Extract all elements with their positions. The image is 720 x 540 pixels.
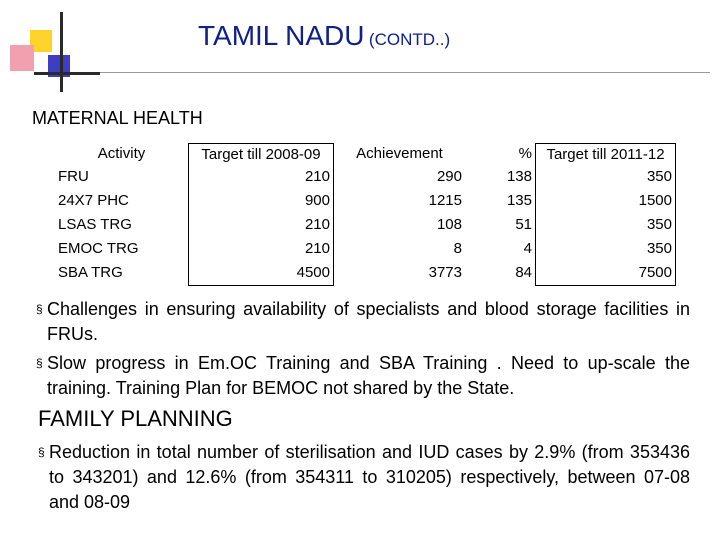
slide-title <box>198 20 450 52</box>
cell-percent: 4 <box>523 240 532 257</box>
table-row <box>55 189 676 213</box>
maternal-health-heading: MATERNAL HEALTH <box>32 108 203 128</box>
cell-activity: 24X7 PHC <box>58 192 129 209</box>
cell-target-2011-12: 350 <box>536 165 676 189</box>
title-sub: (CONTD..) <box>368 30 451 49</box>
cell-target-2011-12: 350 <box>536 213 676 237</box>
list-item <box>36 297 690 347</box>
cell-target-2011-12: 350 <box>536 237 676 261</box>
cell-target-2011-12: 1500 <box>536 189 676 213</box>
bullet-marker-icon: § <box>36 302 43 316</box>
cell-target: 210 <box>189 165 334 189</box>
table-row <box>55 237 676 261</box>
bullet-marker-icon: § <box>36 356 43 370</box>
maternal-health-table <box>55 143 676 286</box>
table-row <box>55 213 676 237</box>
title-divider <box>100 72 710 73</box>
logo-pink-square <box>10 45 34 71</box>
list-item <box>38 440 690 515</box>
column-header-percent: % <box>518 145 532 163</box>
title-main: TAMIL NADU <box>198 20 365 51</box>
family-planning-heading: FAMILY PLANNING <box>38 406 233 431</box>
family-planning-bullet-list <box>38 440 690 515</box>
cell-percent: 84 <box>515 264 532 282</box>
cell-achievement: 3773 <box>428 264 462 282</box>
cell-achievement: 1215 <box>428 192 462 209</box>
column-header-target-2008-09: Target till 2008-09 <box>189 144 334 166</box>
cell-target: 210 <box>189 213 334 237</box>
table-row <box>55 165 676 189</box>
cell-percent: 138 <box>506 168 532 185</box>
column-header-target-2011-12: Target till 2011-12 <box>536 144 676 166</box>
cell-percent: 51 <box>515 216 532 233</box>
cell-target-2011-12: 7500 <box>536 261 676 286</box>
cell-target: 900 <box>189 189 334 213</box>
cell-achievement: 290 <box>436 168 462 185</box>
cell-activity: EMOC TRG <box>58 240 139 257</box>
cell-target: 4500 <box>189 261 334 286</box>
column-header-achievement: Achievement <box>356 145 443 163</box>
logo-horizontal-line <box>34 72 100 75</box>
table-row <box>55 261 676 286</box>
bullet-marker-icon: § <box>38 445 45 459</box>
bullet-text: Reduction in total number of sterilisation and IUD cases by 2.9% (from 353436 to 343201) and 12.6% (from 354311 to 310205) respectively, between 07-08 and 08-09 <box>49 442 690 512</box>
cell-activity: SBA TRG <box>58 264 123 282</box>
column-header-activity: Activity <box>97 145 146 163</box>
bullet-text: Challenges in ensuring availability of specialists and blood storage facilities in FRUs. <box>47 299 690 344</box>
table-header-row <box>55 144 676 166</box>
bullet-text: Slow progress in Em.OC Training and SBA Training . Need to up-scale the training. Training Plan for BEMOC not shared by the State. <box>47 353 690 398</box>
cell-achievement: 108 <box>436 216 462 233</box>
cell-achievement: 8 <box>453 240 462 257</box>
slide-logo-decoration <box>0 0 100 95</box>
cell-target: 210 <box>189 237 334 261</box>
logo-vertical-line <box>60 12 63 92</box>
cell-activity: LSAS TRG <box>58 216 132 233</box>
cell-activity: FRU <box>58 168 89 185</box>
cell-percent: 135 <box>506 192 532 209</box>
list-item <box>36 351 690 401</box>
maternal-bullet-list <box>36 297 690 401</box>
